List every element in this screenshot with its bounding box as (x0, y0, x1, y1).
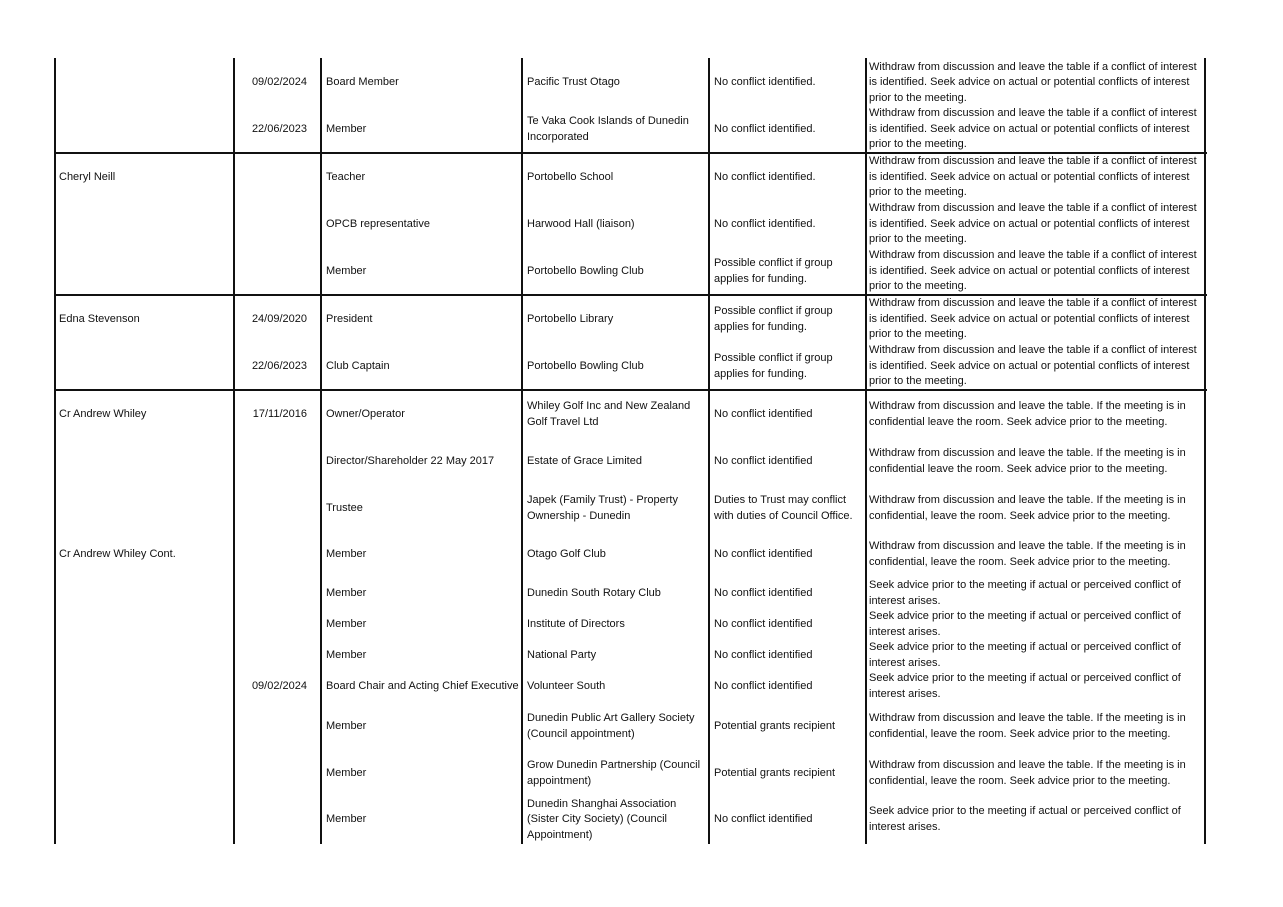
organisation-text: Portobello Bowling Club (527, 359, 644, 372)
organisation-text: Whiley Golf Inc and New Zealand Golf Travel Ltd (527, 399, 691, 428)
management-action-cell (868, 750, 1204, 797)
management-action-text: Withdraw from discussion and leave the table. If the meeting is in confidential, leave the room. Seek advice prior to the meeting. (869, 711, 1186, 740)
management-action-text: Withdraw from discussion and leave the table if a conflict of interest is identified. Seek advice on actual or potential conflicts of interest prior to the meeting. (869, 344, 1197, 388)
column-divider (708, 58, 710, 844)
holder-name-cell (56, 578, 234, 609)
date-declared-cell (236, 106, 320, 153)
role-text: Member (326, 648, 367, 661)
management-action-text: Seek advice prior to the meeting if actual or perceived conflict of interest arises. (869, 578, 1181, 607)
conflict-assessment-text: No conflict identified (714, 680, 813, 693)
role-cell (323, 296, 521, 343)
management-action-cell (868, 532, 1204, 578)
role-text: Director/Shareholder 22 May 2017 (326, 454, 495, 467)
holder-name-cell (56, 296, 234, 343)
organisation-cell (524, 391, 710, 438)
conflict-assessment-cell (711, 671, 865, 703)
management-action-cell (868, 106, 1204, 153)
role-cell (323, 201, 521, 248)
date-declared-cell (236, 578, 320, 609)
group-divider (55, 294, 1207, 296)
conflict-assessment-cell (711, 343, 865, 390)
organisation-cell (524, 640, 710, 671)
organisation-text: National Party (527, 648, 597, 661)
management-action-text: Withdraw from discussion and leave the table if a conflict of interest is identified. Seek advice on actual or potential conflicts of interest prior to the meeting. (869, 249, 1197, 293)
date-declared-cell (236, 797, 320, 843)
conflict-assessment-cell (711, 248, 865, 295)
management-action-cell (868, 201, 1204, 248)
role-cell (323, 248, 521, 295)
organisation-cell (524, 703, 710, 750)
conflict-assessment-text: No conflict identified (714, 648, 813, 661)
holder-name-text: Cr Andrew Whiley (59, 407, 147, 420)
date-declared-cell (236, 248, 320, 295)
conflict-assessment-text: Potential grants recipient (714, 766, 836, 779)
organisation-text: Dunedin Shanghai Association (Sister City Society) (Council Appointment) (527, 797, 677, 841)
holder-name-cell (56, 391, 234, 438)
column-divider (521, 58, 523, 844)
management-action-text: Withdraw from discussion and leave the table. If the meeting is in confidential, leave the room. Seek advice prior to the meeting. (869, 540, 1186, 568)
role-text: OPCB representative (326, 217, 430, 230)
holder-name-cell (56, 703, 234, 750)
date-declared-cell (236, 485, 320, 532)
organisation-cell (524, 343, 710, 390)
holder-name-cell (56, 154, 234, 201)
role-text: Board Chair and Acting Chief Executive (326, 680, 519, 693)
conflict-assessment-text: Duties to Trust may conflict with duties of Council Office. (714, 493, 853, 522)
conflict-assessment-cell (711, 578, 865, 609)
holder-name-cell (56, 106, 234, 153)
date-declared-cell (236, 703, 320, 750)
role-cell (323, 60, 521, 106)
conflict-assessment-cell (711, 201, 865, 248)
management-action-cell (868, 248, 1204, 295)
conflict-assessment-text: No conflict identified (714, 407, 813, 420)
role-text: Trustee (326, 501, 363, 514)
management-action-cell (868, 609, 1204, 640)
management-action-cell (868, 797, 1204, 843)
role-text: Club Captain (326, 359, 390, 372)
management-action-text: Withdraw from discussion and leave the table if a conflict of interest is identified. Seek advice on actual or potential conflicts of interest prior to the meeting. (869, 155, 1197, 199)
date-declared-cell (236, 750, 320, 797)
role-text: Member (326, 586, 367, 599)
management-action-text: Withdraw from discussion and leave the table. If the meeting is in confidential, leave the room. Seek advice prior to the meeting. (869, 493, 1186, 522)
organisation-cell (524, 485, 710, 532)
conflict-assessment-text: No conflict identified (714, 617, 813, 630)
organisation-cell (524, 201, 710, 248)
holder-name-cell (56, 750, 234, 797)
holder-name-cell (56, 60, 234, 106)
date-declared-text: 17/11/2016 (252, 407, 307, 420)
organisation-cell (524, 438, 710, 485)
role-text: Owner/Operator (326, 407, 405, 420)
role-cell (323, 154, 521, 201)
conflict-assessment-text: No conflict identified. (714, 170, 816, 183)
management-action-cell (868, 485, 1204, 532)
role-text: Member (326, 548, 367, 561)
date-declared-text: 24/09/2020 (251, 312, 307, 325)
conflict-assessment-text: Possible conflict if group applies for funding. (714, 304, 833, 333)
management-action-text: Seek advice prior to the meeting if actual or perceived conflict of interest arises. (869, 640, 1181, 669)
holder-name-cell (56, 201, 234, 248)
role-cell (323, 703, 521, 750)
holder-name-cell (56, 532, 234, 578)
date-declared-text: 09/02/2024 (251, 680, 307, 693)
role-text: Member (326, 264, 367, 277)
date-declared-cell (236, 343, 320, 390)
conflict-assessment-text: No conflict identified (714, 813, 813, 826)
role-text: Member (326, 813, 367, 826)
holder-name-text: Cheryl Neill (59, 170, 116, 183)
organisation-cell (524, 296, 710, 343)
holder-name-cell (56, 485, 234, 532)
group-divider (55, 152, 1207, 154)
organisation-text: Estate of Grace Limited (527, 454, 642, 467)
management-action-text: Seek advice prior to the meeting if actual or perceived conflict of interest arises. (869, 672, 1181, 700)
organisation-text: Otago Golf Club (527, 548, 606, 561)
organisation-text: Portobello Library (527, 312, 614, 325)
management-action-text: Seek advice prior to the meeting if actual or perceived conflict of interest arises. (869, 609, 1181, 638)
conflict-assessment-cell (711, 703, 865, 750)
date-declared-cell (236, 201, 320, 248)
management-action-text: Withdraw from discussion and leave the table if a conflict of interest is identified. Seek advice on actual or potential conflicts of interest prior to the meeting. (869, 297, 1197, 341)
role-cell (323, 671, 521, 703)
date-declared-cell (236, 438, 320, 485)
management-action-text: Withdraw from discussion and leave the table. If the meeting is in confidential, leave the room. Seek advice prior to the meeting. (869, 758, 1186, 787)
organisation-text: Volunteer South (527, 680, 606, 693)
date-declared-cell (236, 671, 320, 703)
organisation-cell (524, 578, 710, 609)
role-text: Member (326, 617, 367, 630)
organisation-cell (524, 532, 710, 578)
management-action-text: Withdraw from discussion and leave the table. If the meeting is in confidential leave the room. Seek advice prior to the meeting. (869, 446, 1186, 475)
organisation-text: Dunedin South Rotary Club (527, 586, 661, 599)
role-cell (323, 532, 521, 578)
conflict-assessment-cell (711, 609, 865, 640)
conflict-assessment-cell (711, 296, 865, 343)
organisation-text: Grow Dunedin Partnership (Council appointment) (527, 758, 701, 787)
role-cell (323, 609, 521, 640)
date-declared-cell (236, 532, 320, 578)
conflict-assessment-cell (711, 154, 865, 201)
holder-name-text: Cr Andrew Whiley Cont. (59, 548, 176, 561)
role-text: Member (326, 766, 367, 779)
management-action-cell (868, 391, 1204, 438)
role-cell (323, 343, 521, 390)
organisation-text: Japek (Family Trust) - Property Ownership - Dunedin (527, 493, 678, 522)
conflict-assessment-cell (711, 797, 865, 843)
management-action-cell (868, 60, 1204, 106)
conflict-assessment-cell (711, 750, 865, 797)
group-divider (55, 389, 1207, 391)
management-action-cell (868, 640, 1204, 671)
conflict-assessment-text: Potential grants recipient (714, 719, 836, 732)
conflict-assessment-text: No conflict identified (714, 548, 813, 561)
conflict-assessment-text: No conflict identified (714, 454, 813, 467)
conflict-assessment-cell (711, 391, 865, 438)
organisation-cell (524, 248, 710, 295)
organisation-cell (524, 154, 710, 201)
column-divider (1204, 58, 1206, 844)
conflict-assessment-cell (711, 532, 865, 578)
holder-name-cell (56, 248, 234, 295)
management-action-cell (868, 438, 1204, 485)
organisation-cell (524, 60, 710, 106)
conflict-assessment-cell (711, 485, 865, 532)
management-action-cell (868, 154, 1204, 201)
holder-name-cell (56, 797, 234, 843)
role-text: Member (326, 719, 367, 732)
organisation-cell (524, 797, 710, 843)
organisation-text: Pacific Trust Otago (527, 76, 620, 89)
conflict-assessment-text: Possible conflict if group applies for funding. (714, 256, 833, 285)
role-cell (323, 750, 521, 797)
organisation-cell (524, 609, 710, 640)
column-divider (54, 58, 56, 844)
date-declared-text: 09/02/2024 (251, 76, 307, 89)
column-divider (865, 58, 867, 844)
role-text: Teacher (326, 170, 366, 183)
organisation-cell (524, 106, 710, 153)
date-declared-cell (236, 154, 320, 201)
organisation-text: Harwood Hall (liaison) (527, 217, 635, 230)
holder-name-cell (56, 671, 234, 703)
conflict-assessment-text: No conflict identified (714, 586, 813, 599)
role-text: Member (326, 122, 367, 135)
management-action-text: Withdraw from discussion and leave the table if a conflict of interest is identified. Seek advice on actual or potential conflicts of interest prior to the meeting. (869, 60, 1197, 104)
conflict-assessment-cell (711, 640, 865, 671)
management-action-cell (868, 578, 1204, 609)
organisation-cell (524, 750, 710, 797)
role-cell (323, 438, 521, 485)
conflict-assessment-cell (711, 60, 865, 106)
management-action-cell (868, 296, 1204, 343)
date-declared-cell (236, 609, 320, 640)
column-divider (320, 58, 322, 844)
organisation-cell (524, 671, 710, 703)
holder-name-text: Edna Stevenson (59, 312, 140, 325)
date-declared-text: 22/06/2023 (251, 122, 307, 135)
date-declared-text: 22/06/2023 (251, 359, 307, 372)
conflict-assessment-cell (711, 106, 865, 153)
role-cell (323, 106, 521, 153)
holder-name-cell (56, 609, 234, 640)
role-cell (323, 578, 521, 609)
date-declared-cell (236, 60, 320, 106)
management-action-cell (868, 671, 1204, 703)
management-action-cell (868, 343, 1204, 390)
conflict-assessment-text: No conflict identified. (714, 217, 816, 230)
role-text: President (326, 312, 373, 325)
management-action-text: Withdraw from discussion and leave the table if a conflict of interest is identified. Seek advice on actual or potential conflicts of interest prior to the meeting. (869, 202, 1197, 246)
role-cell (323, 640, 521, 671)
date-declared-cell (236, 296, 320, 343)
holder-name-cell (56, 343, 234, 390)
management-action-text: Withdraw from discussion and leave the table if a conflict of interest is identified. Seek advice on actual or potential conflicts of interest prior to the meeting. (869, 107, 1197, 151)
organisation-text: Institute of Directors (527, 617, 625, 630)
management-action-text: Seek advice prior to the meeting if actual or perceived conflict of interest arises. (869, 805, 1181, 833)
column-divider (233, 58, 235, 844)
role-text: Board Member (326, 76, 399, 89)
organisation-text: Dunedin Public Art Gallery Society (Council appointment) (527, 711, 695, 740)
conflict-assessment-text: No conflict identified. (714, 76, 816, 89)
organisation-text: Te Vaka Cook Islands of Dunedin Incorporated (527, 114, 689, 143)
management-action-text: Withdraw from discussion and leave the table. If the meeting is in confidential leave the room. Seek advice prior to the meeting. (869, 399, 1186, 428)
organisation-text: Portobello School (527, 170, 614, 183)
conflict-assessment-cell (711, 438, 865, 485)
role-cell (323, 797, 521, 843)
conflict-assessment-text: Possible conflict if group applies for funding. (714, 351, 833, 380)
holder-name-cell (56, 438, 234, 485)
role-cell (323, 391, 521, 438)
date-declared-cell (236, 640, 320, 671)
management-action-cell (868, 703, 1204, 750)
date-declared-cell (236, 391, 320, 438)
holder-name-cell (56, 640, 234, 671)
role-cell (323, 485, 521, 532)
organisation-text: Portobello Bowling Club (527, 264, 644, 277)
conflict-assessment-text: No conflict identified. (714, 122, 816, 135)
